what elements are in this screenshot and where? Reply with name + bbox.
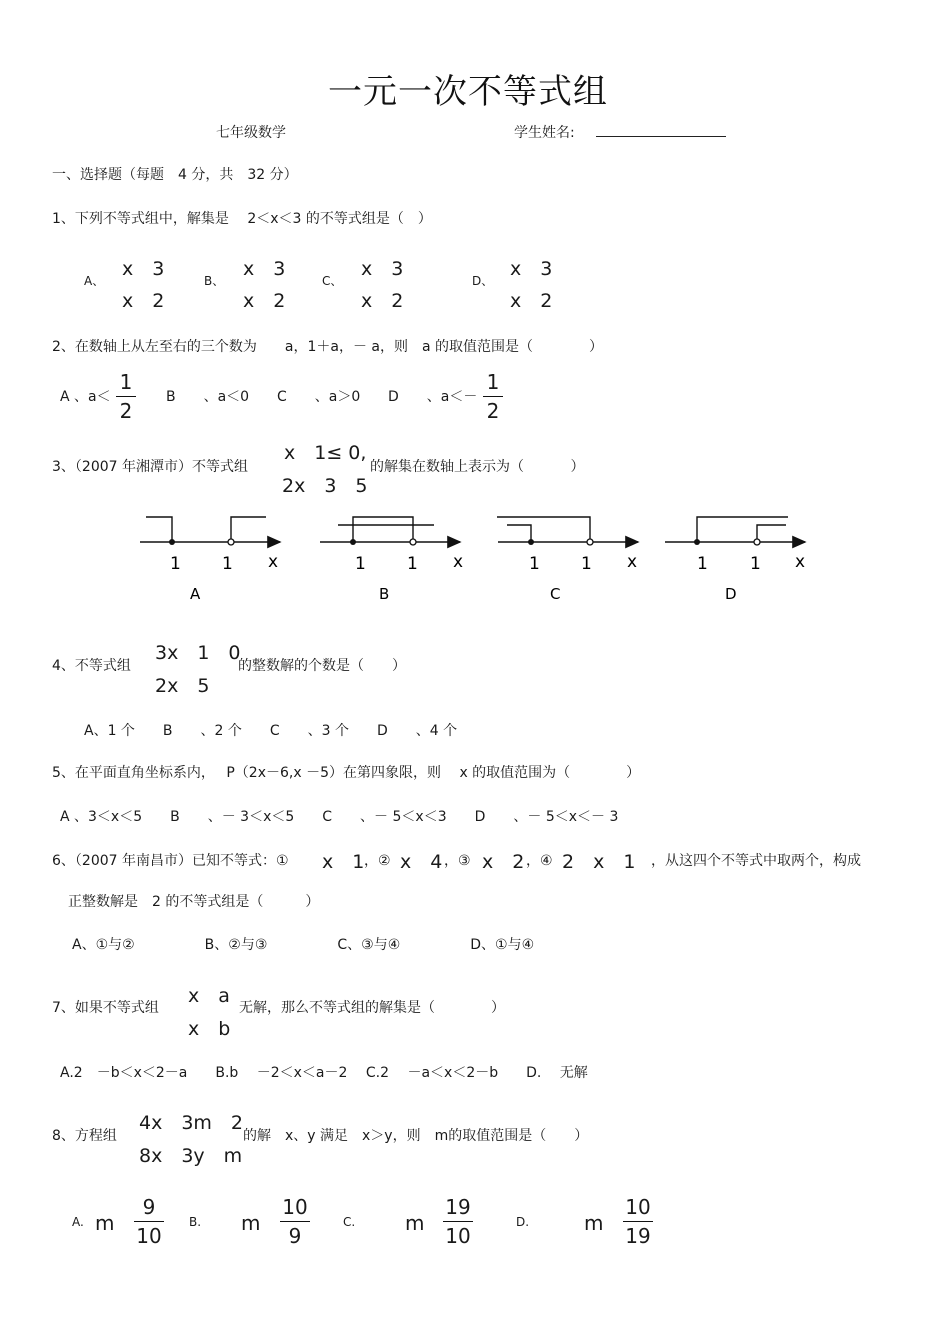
q8-stem-right: 的解 x、y 满足 x＞y，则 m的取值范围是（ ） [243,1128,589,1144]
q3-option-a-numberline[interactable] [140,517,280,603]
q3-system-row1: x 1≤ 0, [284,442,367,464]
q2-option-b[interactable]: B 、a＜0 [166,389,250,405]
q6-ineq-4: 2 x 1 [562,851,636,873]
q3-a-tick1: 1 [170,554,181,574]
q1-option-c-label: C、 [322,274,343,288]
section-heading: 一、选择题（每题 4 分，共 32 分） [52,167,298,183]
q1-option-a-row1: x 3 [122,258,165,280]
q4-system-row1: 3x 1 0 [155,642,241,664]
q8-system-row2: 8x 3y m [139,1145,243,1167]
q6-options[interactable]: A、①与② B、②与③ C、③与④ D、①与④ [72,937,535,953]
q8-option-d-label: D. [516,1215,530,1229]
q1-option-d-row2: x 2 [510,290,553,312]
q8-option-a-var: m [95,1211,115,1235]
q1-option-c-row1: x 3 [361,258,404,280]
q2-option-a-text: A 、a＜ [60,389,111,405]
q3-d-label: D [725,585,737,603]
q8-system-row1: 4x 3m 2 [139,1112,244,1134]
q6-stem-left: 6、（2007 年南昌市）已知不等式：① [52,853,289,869]
q4-options[interactable]: A、1 个 B 、2 个 C 、3 个 D 、4 个 [84,723,458,739]
q2-d-numerator: 1 [486,370,500,394]
q8-option-b-label: B. [189,1215,202,1229]
page-title: 一元一次不等式组 [328,72,608,112]
q2-option-c[interactable]: C 、a＞0 [277,389,361,405]
q2-option-d-fraction [483,370,503,423]
q3-system-row2: 2x 3 5 [282,475,368,497]
q1-option-a-label: A、 [84,274,105,288]
q7-stem-right: 无解，那么不等式组的解集是（ ） [239,1000,505,1016]
q1-option-b-row2: x 2 [243,290,286,312]
q8-a-numerator: 9 [142,1195,156,1219]
q3-d-axis: x [795,552,806,572]
q8-b-denominator: 9 [288,1224,302,1248]
q6-stem-line2: 正整数解是 2 的不等式组是（ ） [68,894,320,910]
q6-sep-2: ，② [364,853,391,869]
q1-option-d-row1: x 3 [510,258,553,280]
q6-ineq-1: x 1 [322,851,365,873]
q7-options[interactable]: A.2 －b＜x＜2－a B.b －2＜x＜a－2 C.2 －a＜x＜2－b D. 无解 [60,1065,588,1081]
q3-d-tick2: 1 [750,554,761,574]
q6-ineq-3: x 2 [482,851,525,873]
q3-b-tick2: 1 [407,554,418,574]
q8-a-denominator: 10 [136,1224,162,1248]
q1-option-b-label: B、 [204,274,225,288]
q8-option-d-fraction [623,1195,653,1248]
q1-option-a-row2: x 2 [122,290,165,312]
q8-option-d-var: m [584,1211,604,1235]
q6-sep-4: ，④ [526,853,553,869]
q8-option-c-fraction [443,1195,473,1248]
q2-a-numerator: 1 [119,370,133,394]
q4-stem-left: 4、不等式组 [52,658,131,674]
q8-c-numerator: 19 [445,1195,471,1219]
q3-stem-left: 3、（2007 年湘潭市）不等式组 [52,459,248,475]
q3-c-axis-tick2: 1 [581,554,592,574]
q3-b-axis: x [453,552,464,572]
q8-option-a-fraction [134,1195,164,1248]
q3-a-axis: x [268,552,279,572]
q3-a-tick2: 1 [222,554,233,574]
q2-d-denominator: 2 [486,399,500,423]
q2-a-denominator: 2 [119,399,133,423]
q6-ineq-2: x 4 [400,851,443,873]
q8-option-b-var: m [241,1211,261,1235]
q8-option-c-label: C. [343,1215,356,1229]
q3-option-d-numberline[interactable] [665,517,805,603]
q5-stem: 5、在平面直角坐标系内， P（2x－6,x －5）在第四象限，则 x 的取值范围为（ ） [52,765,641,781]
q2-option-d-text: D 、a＜－ [388,389,478,405]
q3-b-label: B [379,585,390,603]
q3-number-lines [0,505,950,615]
q2-stem: 2、在数轴上从左至右的三个数为 a，1＋a，－ a，则 a 的取值范围是（ ） [52,339,604,355]
q1-option-c-row2: x 2 [361,290,404,312]
q4-system-row2: 2x 5 [155,675,210,697]
q3-c-axis: x [627,552,638,572]
q8-stem-left: 8、方程组 [52,1128,117,1144]
grade-label: 七年级数学 [216,125,286,141]
q7-system-row2: x b [188,1018,231,1040]
q8-option-a-label: A. [72,1215,84,1229]
q5-options[interactable]: A 、3＜x＜5 B 、－ 3＜x＜5 C 、－ 5＜x＜3 D 、－ 5＜x＜－ 3 [60,809,619,825]
q1-option-d-label: D、 [472,274,494,288]
q8-c-denominator: 10 [445,1224,471,1248]
q3-d-tick1: 1 [697,554,708,574]
q8-d-denominator: 19 [625,1224,651,1248]
q4-stem-right: 的整数解的个数是（ ） [238,658,406,674]
q8-option-b-fraction [280,1195,310,1248]
q3-a-label: A [190,585,201,603]
q3-c-tick1: 1 [529,554,540,574]
q3-c-label: C [550,585,561,603]
q7-stem-left: 7、如果不等式组 [52,1000,159,1016]
q3-b-tick1: 1 [355,554,366,574]
q8-option-c-var: m [405,1211,425,1235]
q1-stem: 1、下列不等式组中，解集是 2＜x＜3 的不等式组是（ ） [52,211,432,227]
q3-option-b-numberline[interactable] [320,517,463,603]
q8-b-numerator: 10 [282,1195,308,1219]
student-name-field[interactable] [596,122,726,141]
q2-option-a-fraction [116,370,136,423]
q8-d-numerator: 10 [625,1195,651,1219]
q7-system-row1: x a [188,985,230,1007]
q6-sep-3: ，③ [444,853,471,869]
q3-stem-right: 的解集在数轴上表示为（ ） [370,459,585,475]
q1-option-b-row1: x 3 [243,258,286,280]
q6-stem-tail: ，从这四个不等式中取两个，构成 [651,853,861,869]
q3-option-c-numberline[interactable] [497,517,638,603]
student-name-label: 学生姓名: [514,125,575,141]
